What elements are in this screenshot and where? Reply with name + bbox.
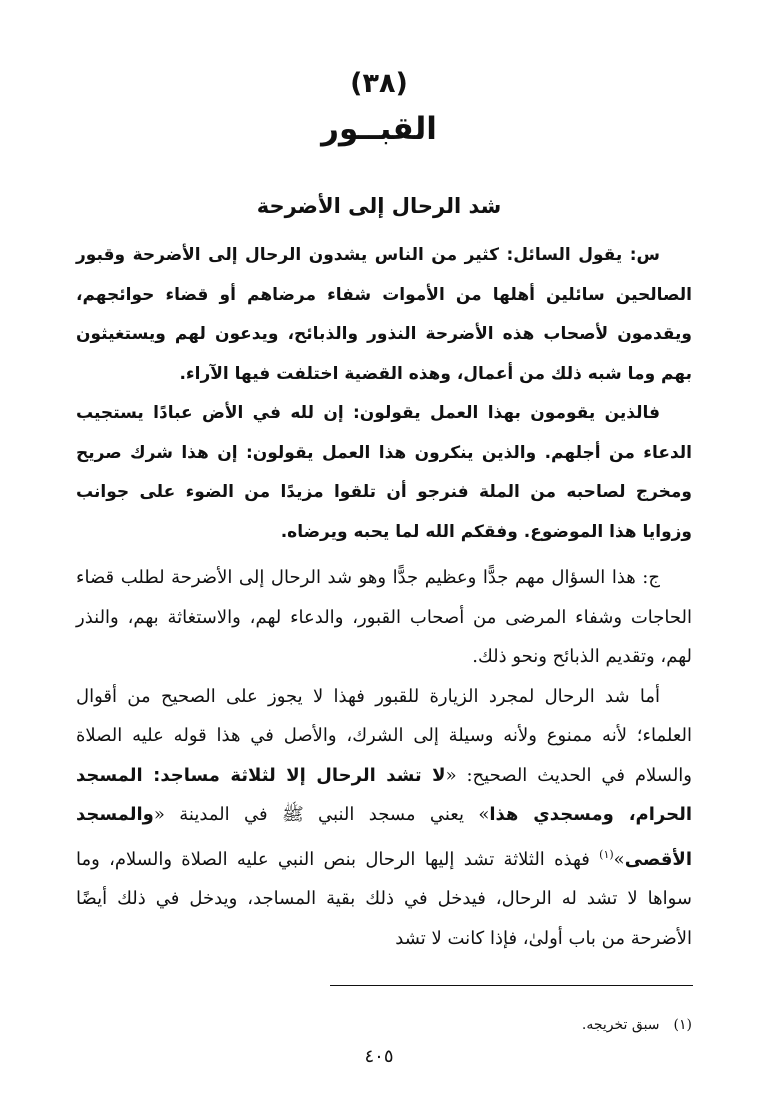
chapter-number: (٣٨) <box>350 68 408 99</box>
page-body <box>76 236 692 958</box>
footnote-text: سبق تخريجه. <box>581 1017 660 1033</box>
question-paragraph-2: فالذين يقومون بهذا العمل يقولون: إن لله في الأض عبادًا يستجيب الدعاء من أجلهم. والذين ينكرون هذا العمل يقولون: إن هذا شرك صريح ومخرج لصاحبه من الملة فنرجو أن تلقوا مزيدًا من الضوء على جوانب وزوايا هذا الموضوع. وفقكم الله لما يحبه ويرضاه. <box>76 403 692 542</box>
answer-text-1: أما شد الرحال لمجرد الزيارة للقبور فهذا لا يجوز على الصحيح من أقوال العلماء؛ لأنه ممنوع ولأنه وسيلة إلى الشرك، والأصل في هذا قوله عليه الصلاة والسلام في الحديث الصحيح: « <box>76 685 692 786</box>
answer-paragraph-2 <box>76 677 692 959</box>
footnote-reference[interactable]: (١) <box>599 847 614 861</box>
footnote-divider <box>330 985 693 986</box>
hadith-quote-2: والمسجد الأقصى <box>76 804 692 870</box>
answer-text-2: » يعني مسجد النبي ﷺ في المدينة « <box>153 804 490 825</box>
answer-text-4: فهذه الثلاثة تشد إليها الرحال بنص النبي عليه الصلاة والسلام، وما سواها لا تشد له الرحال، فيدخل في ذلك بقية المساجد، ويدخل في ذلك أيضًا الأضرحة من باب أولىٰ، فإذا كانت لا تشد <box>76 848 692 949</box>
chapter-title: القبــور <box>321 111 437 147</box>
hadith-quote-1: لا تشد الرحال إلا لثلاثة مساجد: المسجد الحرام، ومسجدي هذا <box>76 764 693 825</box>
question-paragraph-1: س: يقول السائل: كثير من الناس يشدون الرحال إلى الأضرحة وقبور الصالحين سائلين أهلها من الأموات شفاء مرضاهم أو قضاء حوائجهم، ويقدمون لأصحاب هذه الأضرحة النذور والذبائح، ويدعون لهم ويستغيثون بهم وما شبه ذلك من أعمال، وهذه القضية اختلفت فيها الآراء. <box>76 245 692 384</box>
page-number: ٤٠٥ <box>364 1046 394 1067</box>
section-title: شد الرحال إلى الأضرحة <box>256 194 502 218</box>
footnote-mark: (١) <box>673 1017 692 1033</box>
answer-text-3: » <box>613 848 625 870</box>
footnote <box>76 1014 692 1036</box>
answer-paragraph-1: ج: هذا السؤال مهم جدًّا وعظيم جدًّا وهو شد الرحال إلى الأضرحة لطلب قضاء الحاجات وشفاء المرضى من أصحاب القبور، والدعاء لهم، والاستغاثة بهم، والنذر لهم، وتقديم الذبائح ونحو ذلك. <box>76 567 692 667</box>
